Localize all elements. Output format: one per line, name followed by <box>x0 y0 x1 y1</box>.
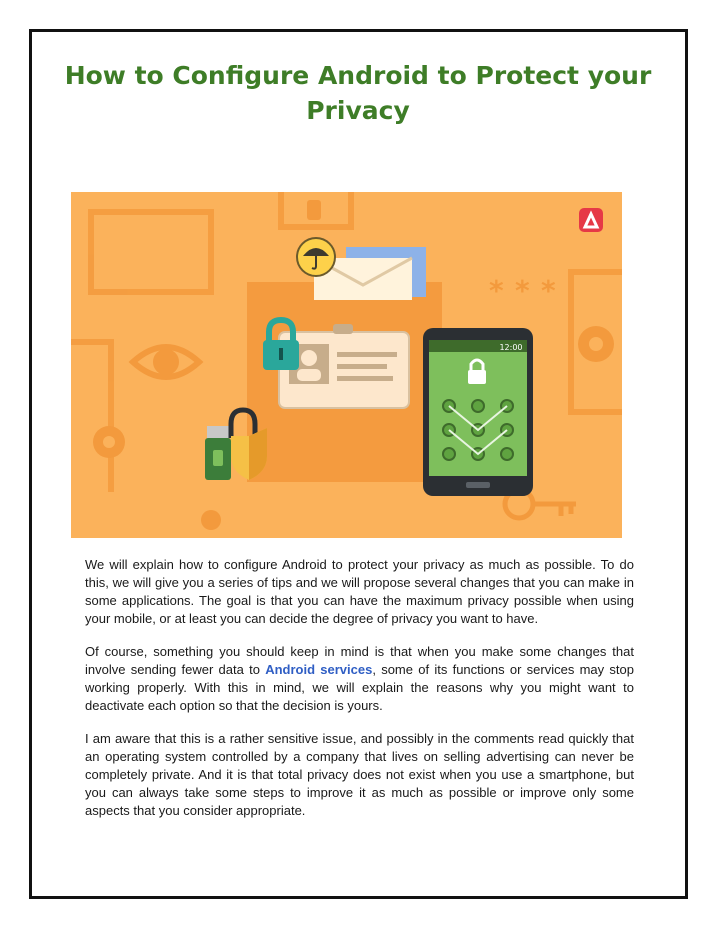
paragraph-intro: We will explain how to configure Android to protect your privacy as much as possible. To do this, we will give you a series of tips and we will propose several changes that you can make in some applications. The goal is that you can have the maximum privacy possible when using your mobile, or at least you can decide the degree of privacy you want to have. <box>85 557 634 626</box>
article-title: How to Configure Android to Protect your Privacy <box>64 61 652 125</box>
paragraph-services-before: Of course, something you should keep in mind is that when you make some changes that involve sending fewer data to <box>85 644 634 677</box>
paragraph-services <box>85 643 634 715</box>
svg-text:*: * <box>541 274 556 307</box>
umbrella-icon <box>297 238 335 276</box>
hero-illustration <box>71 192 622 538</box>
brand-logo-icon <box>579 208 603 232</box>
svg-text:*: * <box>489 274 504 307</box>
smartphone-icon <box>423 328 533 496</box>
svg-text:*: * <box>515 274 530 307</box>
paragraph-services-after: , some of its functions or services may stop working properly. With this in mind, we will explain the reasons why you might want to deactivate each option so that the decision is yours. <box>85 662 634 713</box>
article-body <box>85 556 634 835</box>
paragraph-privacy: I am aware that this is a rather sensitive issue, and possibly in the comments read quickly that an operating system controlled by a company that lives on selling advertising can never be completely private. And it is that total privacy does not exist when you use a smartphone, but you can always take some steps to improve it as much as possible or improve only some aspects that you consider appropriate. <box>85 731 634 818</box>
android-services-link[interactable]: Android services <box>265 662 373 677</box>
phone-status-time: 12:00 <box>499 343 523 352</box>
